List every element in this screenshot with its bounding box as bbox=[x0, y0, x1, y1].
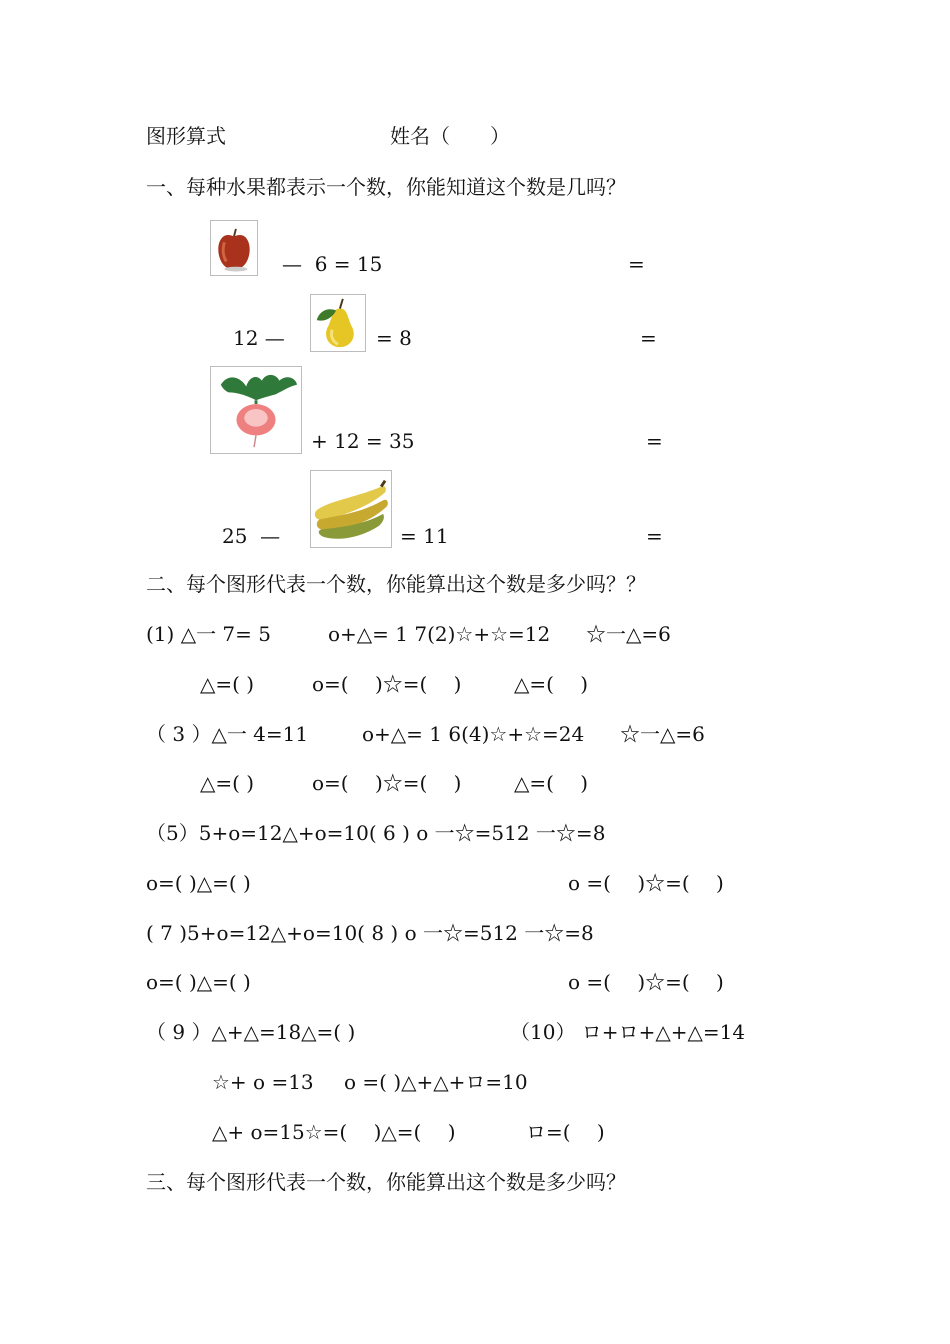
equation-4-lhs: 25 — bbox=[222, 524, 281, 548]
answers-8: o =( )☆=( ) bbox=[568, 970, 724, 994]
problem-1-2-mid: o+△= 1 7(2)☆+☆=12 bbox=[328, 622, 551, 646]
answers-5: o=( )△=( ) bbox=[146, 871, 251, 895]
answers-3-4-left: △=( ) bbox=[200, 771, 255, 795]
equation-1-rhs: — 6 = 15 bbox=[282, 252, 383, 276]
answers-3-4-mid: o=( )☆=( ) bbox=[312, 771, 462, 795]
radish-icon bbox=[210, 366, 302, 454]
problem-10-line3: ロ=( ) bbox=[526, 1120, 605, 1144]
problem-3-4-right: ☆一△=6 bbox=[620, 722, 705, 746]
apple-icon bbox=[210, 220, 258, 276]
problem-9: （ 9 ）△+△=18△=( ) bbox=[146, 1020, 356, 1044]
answers-3-4-right: △=( ) bbox=[514, 771, 589, 795]
answers-7: o=( )△=( ) bbox=[146, 970, 251, 994]
problem-9-line2: ☆+ o =13 bbox=[212, 1070, 314, 1094]
answers-1-2-left: △=( ) bbox=[200, 672, 255, 696]
answer-2: = bbox=[640, 326, 657, 350]
answers-1-2-right: △=( ) bbox=[514, 672, 589, 696]
problem-1-2-left: (1) △一 7= 5 bbox=[146, 622, 271, 646]
section2-heading: 二、每个图形代表一个数，你能算出这个数是多少吗？？ bbox=[146, 572, 646, 596]
problem-10: （10） ロ+ロ+△+△=14 bbox=[510, 1020, 746, 1044]
equation-2-rhs: = 8 bbox=[376, 326, 412, 350]
pear-icon bbox=[310, 294, 366, 352]
problem-7-8: ( 7 )5+o=12△+o=10( 8 ) o 一☆=512 一☆=8 bbox=[146, 921, 594, 945]
problem-5-6: （5）5+o=12△+o=10( 6 ) o 一☆=512 一☆=8 bbox=[146, 821, 606, 845]
answer-3: = bbox=[646, 429, 663, 453]
worksheet-title: 图形算式 bbox=[146, 124, 226, 148]
answer-4: = bbox=[646, 524, 663, 548]
problem-3-4-mid: o+△= 1 6(4)☆+☆=24 bbox=[362, 722, 585, 746]
name-field-label: 姓名（ ） bbox=[390, 124, 510, 148]
section1-heading: 一、每种水果都表示一个数，你能知道这个数是几吗？ bbox=[146, 175, 626, 199]
banana-icon bbox=[310, 470, 392, 548]
equation-3-rhs: + 12 = 35 bbox=[311, 429, 415, 453]
problem-10-line2: o =( )△+△+ロ=10 bbox=[344, 1070, 528, 1094]
problem-3-4-left: （ 3 ）△一 4=11 bbox=[146, 722, 309, 746]
equation-2-lhs: 12 — bbox=[233, 326, 285, 350]
section3-heading: 三、每个图形代表一个数，你能算出这个数是多少吗？ bbox=[146, 1170, 626, 1194]
problem-9-line3: △+ o=15☆=( )△=( ) bbox=[212, 1120, 456, 1144]
answers-6: o =( )☆=( ) bbox=[568, 871, 724, 895]
answer-1: = bbox=[628, 252, 645, 276]
problem-1-2-right: ☆一△=6 bbox=[586, 622, 671, 646]
answers-1-2-mid: o=( )☆=( ) bbox=[312, 672, 462, 696]
equation-4-rhs: = 11 bbox=[400, 524, 449, 548]
